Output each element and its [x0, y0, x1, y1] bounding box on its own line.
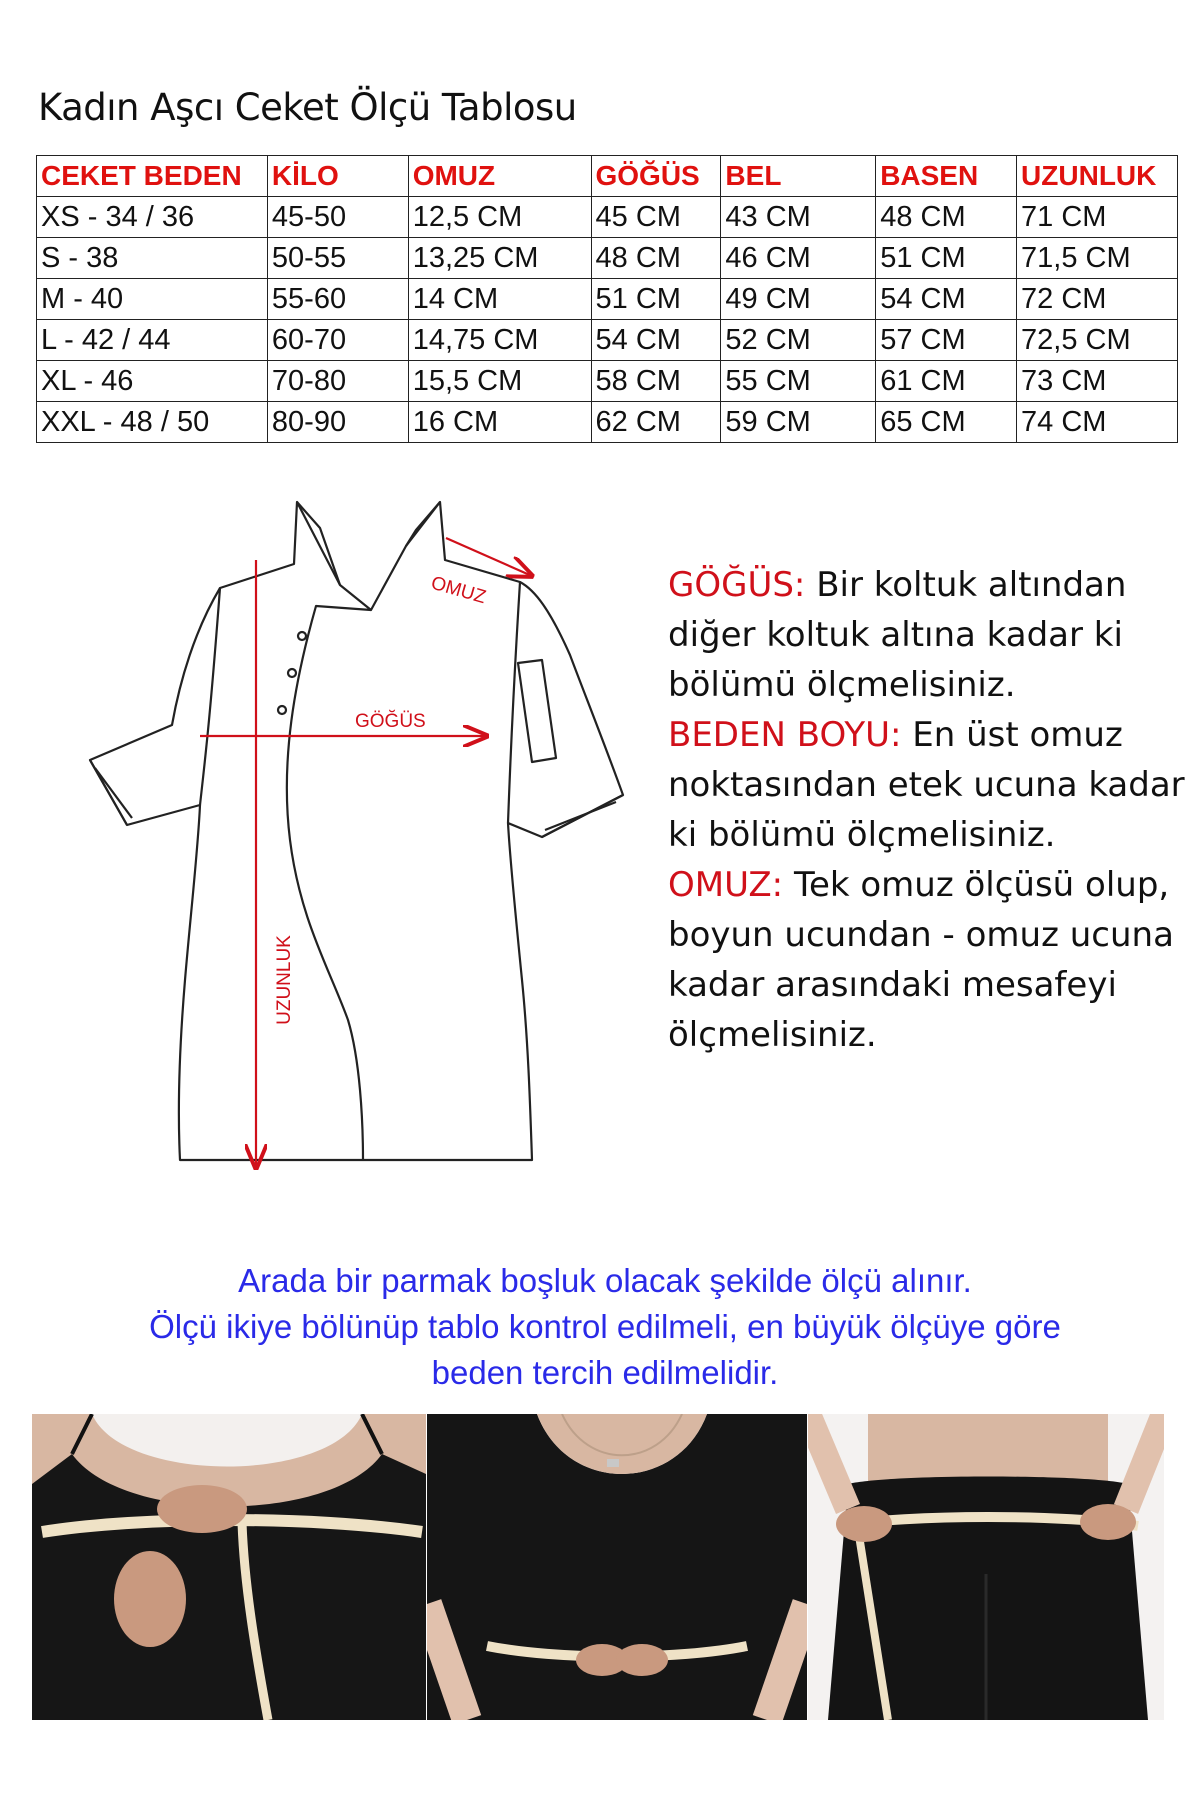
table-cell: 55-60 — [267, 279, 408, 320]
table-cell: 48 CM — [591, 238, 721, 279]
uzunluk-label: UZUNLUK — [274, 935, 295, 1025]
table-cell: XL - 46 — [37, 361, 268, 402]
table-row — [37, 402, 1178, 443]
page-title: Kadın Aşcı Ceket Ölçü Tablosu — [38, 86, 577, 129]
table-cell: 46 CM — [721, 238, 876, 279]
table-cell: 45-50 — [267, 197, 408, 238]
table-header-row — [37, 156, 1178, 197]
desc-beden-boyu — [668, 710, 1188, 860]
table-cell: 12,5 CM — [408, 197, 591, 238]
table-cell: XXL - 48 / 50 — [37, 402, 268, 443]
table-cell: 14,75 CM — [408, 320, 591, 361]
table-cell: 71,5 CM — [1017, 238, 1178, 279]
table-row — [37, 238, 1178, 279]
jacket-drawing — [80, 500, 640, 1180]
photo-chest-measure — [32, 1414, 426, 1720]
table-cell: 14 CM — [408, 279, 591, 320]
table-cell: 73 CM — [1017, 361, 1178, 402]
omuz-arrow — [446, 538, 532, 576]
table-cell: 61 CM — [876, 361, 1017, 402]
table-cell: 54 CM — [591, 320, 721, 361]
table-cell: 59 CM — [721, 402, 876, 443]
omuz-label: OMUZ — [428, 572, 489, 609]
size-table — [36, 155, 1178, 443]
header-uzunluk: UZUNLUK — [1017, 156, 1178, 197]
table-cell: 72,5 CM — [1017, 320, 1178, 361]
note-line: Ölçü ikiye bölünüp tablo kontrol edilmeli, en büyük ölçüye göre — [149, 1308, 1061, 1345]
note-line: beden tercih edilmelidir. — [431, 1354, 779, 1391]
desc-gogus — [668, 560, 1188, 710]
desc-text: En üst omuz noktasından etek ucuna kadar ki bölümü ölçmelisiniz. — [668, 715, 1185, 855]
desc-label: GÖĞÜS: — [668, 565, 806, 605]
table-cell: 60-70 — [267, 320, 408, 361]
table-cell: S - 38 — [37, 238, 268, 279]
table-cell: 80-90 — [267, 402, 408, 443]
header-omuz: OMUZ — [408, 156, 591, 197]
table-cell: 43 CM — [721, 197, 876, 238]
desc-label: BEDEN BOYU: — [668, 715, 902, 755]
table-cell: 62 CM — [591, 402, 721, 443]
table-cell: 74 CM — [1017, 402, 1178, 443]
table-cell: 50-55 — [267, 238, 408, 279]
header-ceket-beden: CEKET BEDEN — [37, 156, 268, 197]
table-cell: 45 CM — [591, 197, 721, 238]
table-row — [37, 279, 1178, 320]
gogus-label: GÖĞÜS — [355, 711, 426, 732]
table-cell: 54 CM — [876, 279, 1017, 320]
table-cell: 52 CM — [721, 320, 876, 361]
table-cell: 71 CM — [1017, 197, 1178, 238]
measuring-photos — [32, 1414, 1164, 1720]
desc-label: OMUZ: — [668, 865, 784, 905]
desc-text: Tek omuz ölçüsü olup, boyun ucundan - omuz ucuna kadar arasındaki mesafeyi ölçmelisiniz. — [668, 865, 1174, 1055]
table-row — [37, 361, 1178, 402]
table-cell: M - 40 — [37, 279, 268, 320]
desc-omuz — [668, 860, 1188, 1060]
jacket-button — [298, 632, 306, 640]
table-row — [37, 197, 1178, 238]
table-cell: 16 CM — [408, 402, 591, 443]
table-cell: 51 CM — [591, 279, 721, 320]
note-line: Arada bir parmak boşluk olacak şekilde ölçü alınır. — [238, 1262, 972, 1299]
table-row — [37, 320, 1178, 361]
header-gogus: GÖĞÜS — [591, 156, 721, 197]
measurement-descriptions — [668, 560, 1188, 1060]
photo-hip-measure — [808, 1414, 1164, 1720]
table-cell: 13,25 CM — [408, 238, 591, 279]
header-bel: BEL — [721, 156, 876, 197]
table-cell: L - 42 / 44 — [37, 320, 268, 361]
table-cell: 57 CM — [876, 320, 1017, 361]
table-cell: 72 CM — [1017, 279, 1178, 320]
table-cell: 55 CM — [721, 361, 876, 402]
table-cell: 51 CM — [876, 238, 1017, 279]
jacket-button — [288, 669, 296, 677]
photo-waist-measure — [427, 1414, 807, 1720]
table-cell: 48 CM — [876, 197, 1017, 238]
desc-text: Bir koltuk altından diğer koltuk altına kadar ki bölümü ölçmelisiniz. — [668, 565, 1127, 705]
table-cell: 49 CM — [721, 279, 876, 320]
measurement-note — [40, 1258, 1170, 1396]
table-cell: 58 CM — [591, 361, 721, 402]
table-cell: 15,5 CM — [408, 361, 591, 402]
header-kilo: KİLO — [267, 156, 408, 197]
header-basen: BASEN — [876, 156, 1017, 197]
table-cell: XS - 34 / 36 — [37, 197, 268, 238]
table-cell: 65 CM — [876, 402, 1017, 443]
table-cell: 70-80 — [267, 361, 408, 402]
jacket-diagram — [80, 500, 640, 1180]
jacket-button — [278, 706, 286, 714]
